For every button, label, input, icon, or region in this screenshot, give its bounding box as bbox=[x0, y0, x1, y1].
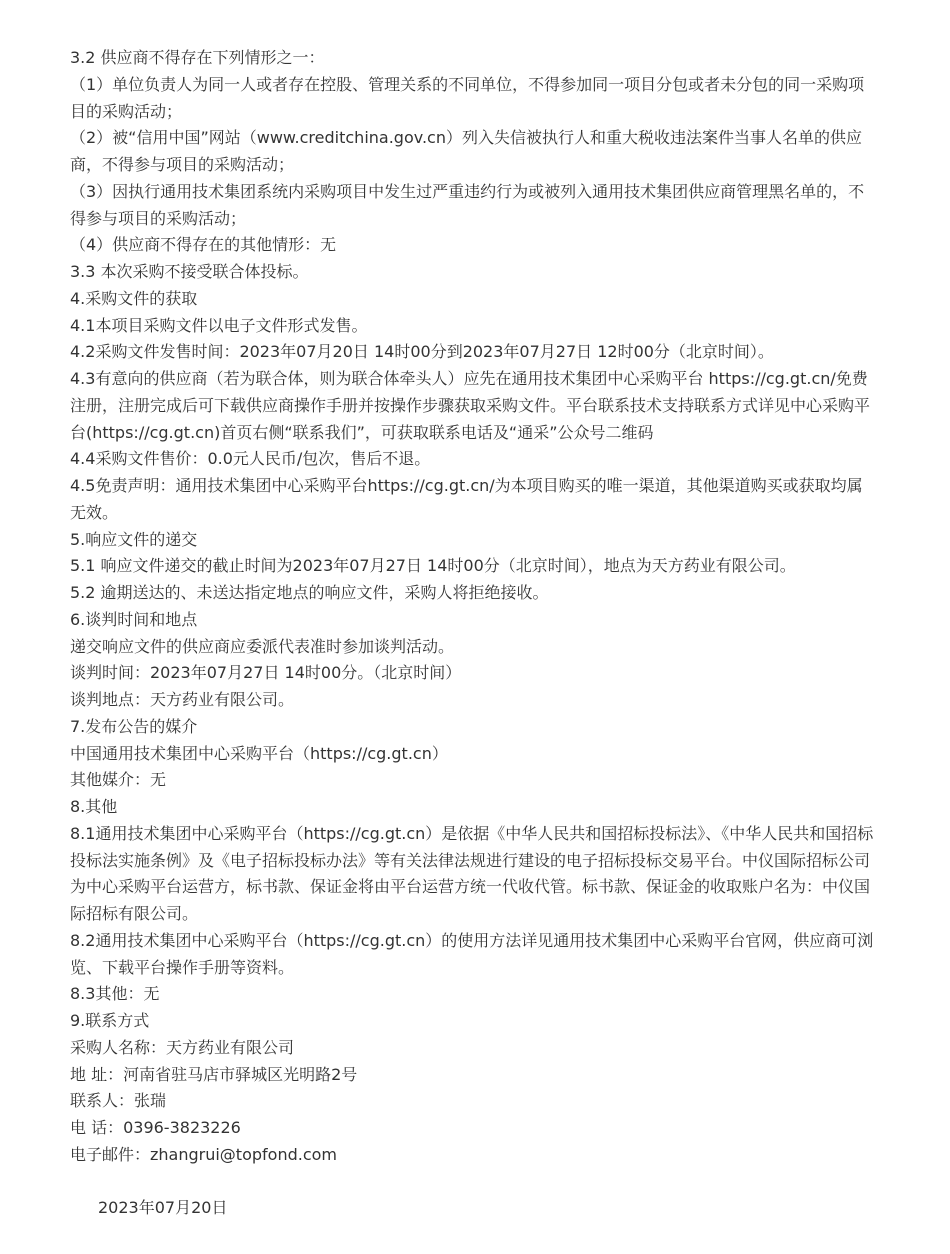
section-4-4: 4.4采购文件售价：0.0元人民币/包次，售后不退。 bbox=[70, 449, 431, 469]
section-3-2-heading: 3.2 供应商不得存在下列情形之一： bbox=[70, 48, 325, 67]
contact-phone: 电 话：0396-3823226 bbox=[70, 1118, 241, 1137]
section-4-heading: 4.采购文件的获取 bbox=[70, 288, 198, 308]
buyer-address: 地 址：河南省驻马店市驿城区光明路2号 bbox=[70, 1064, 358, 1084]
contact-person: 联系人：张瑞 bbox=[70, 1091, 167, 1111]
section-4-1: 4.1本项目采购文件以电子文件形式发售。 bbox=[70, 315, 368, 335]
section-4-5: 4.5免责声明：通用技术集团中心采购平台https://cg.gt.cn/为本项目购买的唯一渠道，其他渠道购买或获取均属无效。 bbox=[70, 476, 863, 522]
section-5-1: 5.1 响应文件递交的截止时间为2023年07月27日 14时00分（北京时间），地点为天方药业有限公司。 bbox=[70, 556, 796, 576]
section-3-3: 3.3 本次采购不接受联合体投标。 bbox=[70, 262, 309, 281]
section-4-3: 4.3有意向的供应商（若为联合体，则为联合体牵头人）应先在通用技术集团中心采购平台 https://cg.gt.cn/免费注册，注册完成后可下载供应商操作手册并按操作步骤获取采购文件。平台联系技术支持联系方式详见中心采购平台(https://cg.gt.cn)首页右侧“联系我们”，可获取联系电话及“通采”公众号二维码 bbox=[70, 369, 871, 442]
section-5-heading: 5.响应文件的递交 bbox=[70, 529, 198, 549]
section-6-text: 递交响应文件的供应商应委派代表准时参加谈判活动。 bbox=[70, 636, 455, 656]
section-3-2-item-2: （2）被“信用中国”网站（www.creditchina.gov.cn）列入失信被执行人和重大税收违法案件当事人名单的供应商，不得参与项目的采购活动； bbox=[70, 128, 862, 174]
announcement-document bbox=[70, 45, 878, 1222]
media-platform: 中国通用技术集团中心采购平台（https://cg.gt.cn） bbox=[70, 743, 448, 763]
section-3-2-item-3: （3）因执行通用技术集团系统内采购项目中发生过严重违约行为或被列入通用技术集团供应商管理黑名单的，不得参与项目的采购活动； bbox=[70, 181, 865, 228]
section-3-2-item-1: （1）单位负责人为同一人或者存在控股、管理关系的不同单位，不得参加同一项目分包或者未分包的同一采购项目的采购活动； bbox=[70, 74, 865, 121]
section-8-heading: 8.其他 bbox=[70, 797, 118, 816]
media-other: 其他媒介：无 bbox=[70, 770, 167, 790]
buyer-name: 采购人名称：天方药业有限公司 bbox=[70, 1037, 295, 1057]
section-6-heading: 6.谈判时间和地点 bbox=[70, 609, 198, 629]
section-8-3: 8.3其他：无 bbox=[70, 984, 160, 1004]
section-5-2: 5.2 逾期送达的、未送达指定地点的响应文件，采购人将拒绝接收。 bbox=[70, 583, 549, 602]
section-9-heading: 9.联系方式 bbox=[70, 1011, 150, 1030]
blank-line bbox=[70, 1169, 878, 1196]
section-8-2: 8.2通用技术集团中心采购平台（https://cg.gt.cn）的使用方法详见通用技术集团中心采购平台官网，供应商可浏览、下载平台操作手册等资料。 bbox=[70, 930, 874, 977]
announcement-date: 2023年07月20日 bbox=[98, 1198, 228, 1218]
section-3-2-item-4: （4）供应商不得存在的其他情形：无 bbox=[70, 235, 337, 255]
negotiation-time: 谈判时间：2023年07月27日 14时00分。（北京时间） bbox=[70, 663, 462, 683]
section-4-2: 4.2采购文件发售时间：2023年07月20日 14时00分到2023年07月27日 12时00分（北京时间）。 bbox=[70, 342, 774, 362]
contact-email: 电子邮件：zhangrui@topfond.com bbox=[70, 1144, 338, 1164]
negotiation-place: 谈判地点：天方药业有限公司。 bbox=[70, 690, 295, 709]
section-8-1: 8.1通用技术集团中心采购平台（https://cg.gt.cn）是依据《中华人民共和国招标投标法》、《中华人民共和国招标投标法实施条例》及《电子招标投标办法》等有关法律法规进行建设的电子招标投标交易平台。中仪国际招标公司为中心采购平台运营方，标书款、保证金将由平台运营方统一代收代管。标书款、保证金的收取账户名为：中仪国际招标有限公司。 bbox=[70, 823, 874, 923]
section-7-heading: 7.发布公告的媒介 bbox=[70, 716, 198, 736]
